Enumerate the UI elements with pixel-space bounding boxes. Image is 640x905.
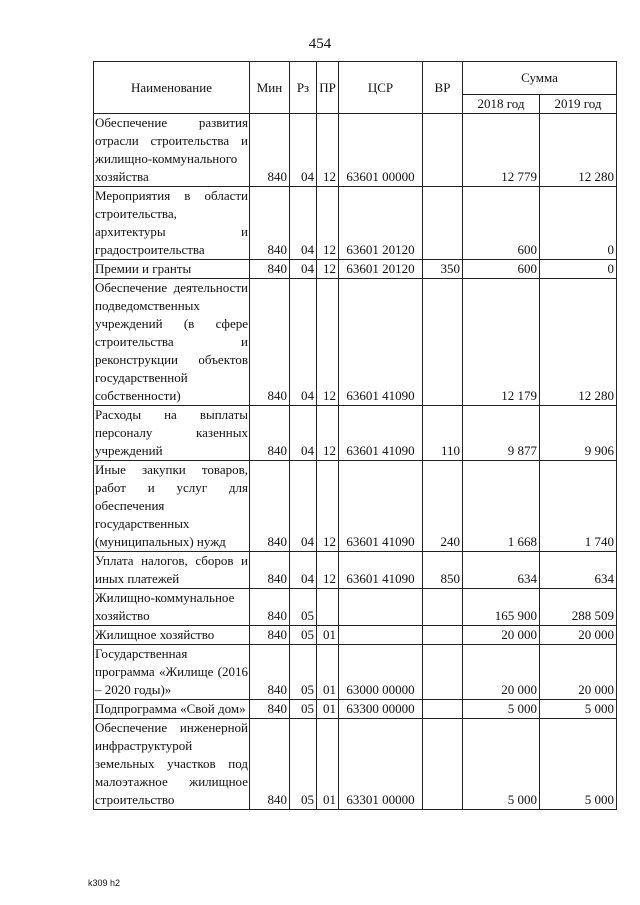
- cell-rz: 04: [290, 114, 317, 187]
- cell-vr: [423, 700, 463, 719]
- table-row: [94, 589, 617, 626]
- cell-pr: 12: [317, 406, 339, 461]
- cell-rz: 05: [290, 645, 317, 700]
- cell-2019: 634: [540, 552, 617, 589]
- table-row: [94, 719, 617, 810]
- cell-2018: 600: [463, 260, 540, 279]
- cell-csr: 63601 20120: [339, 260, 423, 279]
- header-vr: ВР: [423, 62, 463, 114]
- cell-2019: 5 000: [540, 700, 617, 719]
- cell-min: 840: [250, 260, 290, 279]
- header-2019: 2019 год: [540, 95, 617, 114]
- cell-name: Жилищно-коммунальное хозяйство: [94, 589, 250, 626]
- cell-2018: 12 779: [463, 114, 540, 187]
- header-sum: Сумма: [463, 62, 617, 95]
- cell-2019: 0: [540, 187, 617, 260]
- header-row: [94, 62, 617, 95]
- cell-2019: 288 509: [540, 589, 617, 626]
- cell-min: 840: [250, 700, 290, 719]
- cell-2019: 20 000: [540, 626, 617, 645]
- cell-min: 840: [250, 589, 290, 626]
- cell-vr: [423, 589, 463, 626]
- cell-2018: 600: [463, 187, 540, 260]
- page-number: 454: [308, 36, 332, 52]
- cell-min: 840: [250, 461, 290, 552]
- table-row: [94, 461, 617, 552]
- table-row: [94, 645, 617, 700]
- table-row: [94, 187, 617, 260]
- cell-pr: 12: [317, 552, 339, 589]
- table-row: [94, 114, 617, 187]
- cell-rz: 04: [290, 461, 317, 552]
- cell-csr: 63601 41090: [339, 406, 423, 461]
- cell-rz: 05: [290, 700, 317, 719]
- cell-name: Жилищное хозяйство: [94, 626, 250, 645]
- cell-pr: 01: [317, 700, 339, 719]
- cell-pr: 12: [317, 187, 339, 260]
- cell-rz: 05: [290, 719, 317, 810]
- cell-rz: 04: [290, 552, 317, 589]
- cell-name: Государственная программа «Жилище (2016 – 2020 годы)»: [94, 645, 250, 700]
- cell-vr: [423, 279, 463, 406]
- table-row: [94, 279, 617, 406]
- cell-2018: 20 000: [463, 626, 540, 645]
- cell-csr: 63000 00000: [339, 645, 423, 700]
- cell-2018: 9 877: [463, 406, 540, 461]
- cell-2019: 20 000: [540, 645, 617, 700]
- cell-name: Обеспечение развития отрасли строительства и жилищно-коммунального хозяйства: [94, 114, 250, 187]
- cell-csr: 63601 41090: [339, 461, 423, 552]
- footer-code: k309 h2: [88, 878, 121, 888]
- cell-name: Обеспечение инженерной инфраструктурой земельных участков под малоэтажное жилищное строительство: [94, 719, 250, 810]
- header-pr: ПР: [317, 62, 339, 114]
- cell-csr: 63601 41090: [339, 552, 423, 589]
- table-row: [94, 552, 617, 589]
- cell-name: Расходы на выплаты персоналу казенных учреждений: [94, 406, 250, 461]
- cell-2018: 5 000: [463, 719, 540, 810]
- cell-csr: 63601 00000: [339, 114, 423, 187]
- header-rz: Рз: [290, 62, 317, 114]
- table-row: [94, 700, 617, 719]
- cell-pr: 12: [317, 114, 339, 187]
- cell-pr: 12: [317, 260, 339, 279]
- cell-csr: 63601 41090: [339, 279, 423, 406]
- cell-name: Обеспечение деятельности подведомственных учреждений (в сфере строительства и реконструкции объектов государственной собственности): [94, 279, 250, 406]
- cell-pr: 12: [317, 279, 339, 406]
- cell-2019: 9 906: [540, 406, 617, 461]
- cell-name: Уплата налогов, сборов и иных платежей: [94, 552, 250, 589]
- cell-vr: [423, 187, 463, 260]
- cell-vr: [423, 645, 463, 700]
- cell-2018: 1 668: [463, 461, 540, 552]
- cell-min: 840: [250, 626, 290, 645]
- cell-min: 840: [250, 719, 290, 810]
- cell-name: Иные закупки товаров, работ и услуг для обеспечения государственных (муниципальных) нужд: [94, 461, 250, 552]
- cell-vr: [423, 114, 463, 187]
- table-row: [94, 260, 617, 279]
- cell-min: 840: [250, 114, 290, 187]
- header-min: Мин: [250, 62, 290, 114]
- header-name: Наименование: [94, 62, 250, 114]
- cell-name: Мероприятия в области строительства, архитектуры и градостроительства: [94, 187, 250, 260]
- cell-csr: 63300 00000: [339, 700, 423, 719]
- cell-2019: 12 280: [540, 114, 617, 187]
- cell-vr: 240: [423, 461, 463, 552]
- cell-csr: [339, 626, 423, 645]
- cell-rz: 04: [290, 406, 317, 461]
- cell-vr: 350: [423, 260, 463, 279]
- cell-min: 840: [250, 187, 290, 260]
- cell-pr: 12: [317, 461, 339, 552]
- cell-rz: 04: [290, 187, 317, 260]
- budget-table: [93, 61, 617, 810]
- cell-rz: 04: [290, 260, 317, 279]
- cell-rz: 05: [290, 626, 317, 645]
- cell-pr: 01: [317, 719, 339, 810]
- cell-name: Премии и гранты: [94, 260, 250, 279]
- cell-vr: [423, 719, 463, 810]
- cell-rz: 04: [290, 279, 317, 406]
- cell-pr: 01: [317, 626, 339, 645]
- cell-csr: [339, 589, 423, 626]
- cell-vr: [423, 626, 463, 645]
- cell-csr: 63601 20120: [339, 187, 423, 260]
- cell-2018: 5 000: [463, 700, 540, 719]
- cell-rz: 05: [290, 589, 317, 626]
- cell-2018: 165 900: [463, 589, 540, 626]
- cell-min: 840: [250, 406, 290, 461]
- cell-pr: 01: [317, 645, 339, 700]
- cell-2019: 1 740: [540, 461, 617, 552]
- header-csr: ЦСР: [339, 62, 423, 114]
- cell-2019: 12 280: [540, 279, 617, 406]
- cell-csr: 63301 00000: [339, 719, 423, 810]
- cell-2018: 12 179: [463, 279, 540, 406]
- table-row: [94, 626, 617, 645]
- cell-min: 840: [250, 645, 290, 700]
- table-body: [94, 114, 617, 810]
- cell-2018: 634: [463, 552, 540, 589]
- cell-2018: 20 000: [463, 645, 540, 700]
- cell-min: 840: [250, 552, 290, 589]
- cell-2019: 5 000: [540, 719, 617, 810]
- cell-vr: 850: [423, 552, 463, 589]
- cell-min: 840: [250, 279, 290, 406]
- cell-vr: 110: [423, 406, 463, 461]
- cell-name: Подпрограмма «Свой дом»: [94, 700, 250, 719]
- table-row: [94, 406, 617, 461]
- cell-pr: [317, 589, 339, 626]
- cell-2019: 0: [540, 260, 617, 279]
- header-2018: 2018 год: [463, 95, 540, 114]
